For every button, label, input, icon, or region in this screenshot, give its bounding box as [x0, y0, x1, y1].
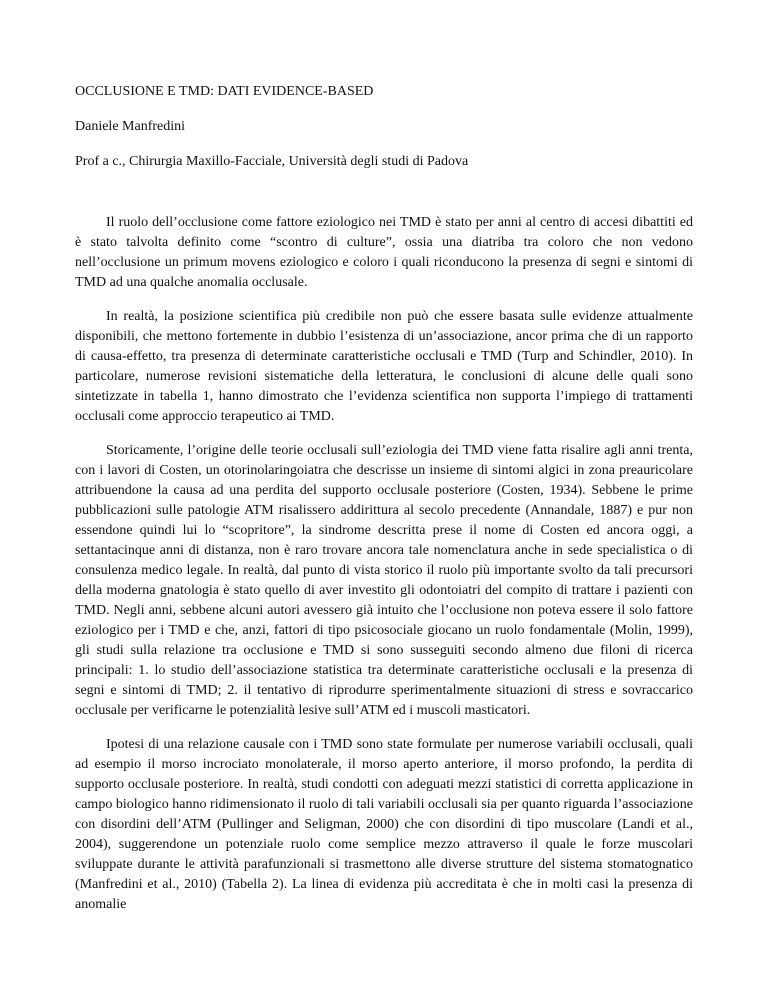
section-spacer: [75, 187, 693, 213]
body-paragraph-3: Storicamente, l’origine delle teorie occlusali sull’eziologia dei TMD viene fatta risalire agli anni trenta, con i lavori di Costen, un otorinolaringoiatra che descrisse un insieme di sintomi algici in zona preauricolare attribuendone la causa ad una perdita del supporto occlusale posteriore (Costen, 1934). Sebbene le prime pubblicazioni sulle patologie ATM risalissero addirittura al secolo precedente (Annandale, 1887) e pur non essendone quindi lui lo “scopritore”, la sindrome descritta prese il nome di Costen ed ancora oggi, a settantacinque anni di distanza, non è raro trovare ancora tale nomenclatura anche in sede specialistica o di consulenza medico legale. In realtà, dal punto di vista storico il ruolo più importante svolto da tali precursori della moderna gnatologia è stato quello di aver investito gli odontoiatri del compito di trattare i pazienti con TMD. Negli anni, sebbene alcuni autori avessero già intuito che l’occlusione non poteva essere il solo fattore eziologico per i TMD e che, anzi, fattori di tipo psicosociale giocano un ruolo fondamentale (Molin, 1999), gli studi sulla relazione tra occlusione e TMD si sono susseguiti secondo almeno due filoni di ricerca principali: 1. lo studio dell’associazione statistica tra determinate caratteristiche occlusali e la presenza di segni e sintomi di TMD; 2. il tentativo di riprodurre sperimentalmente situazioni di stress e sovraccarico occlusale per verificarne le potenzialità lesive sull’ATM ed i muscoli masticatori.: [75, 443, 693, 718]
body-paragraph-1: Il ruolo dell’occlusione come fattore eziologico nei TMD è stato per anni al centro di accesi dibattiti ed è stato talvolta definito come “scontro di culture”, ossia una diatriba tra coloro che non vedono nell’occlusione un primum movens eziologico e coloro i quali riconducono la presenza di segni e sintomi di TMD ad una qualche anomalia occlusale.: [75, 215, 693, 290]
author-name: Daniele Manfredini: [75, 119, 186, 134]
author-affiliation: Prof a c., Chirurgia Maxillo-Facciale, Università degli studi di Padova: [75, 154, 469, 169]
document-title: OCCLUSIONE E TMD: DATI EVIDENCE-BASED: [75, 84, 374, 99]
body-paragraph-4: Ipotesi di una relazione causale con i TMD sono state formulate per numerose variabili occlusali, quali ad esempio il morso incrociato monolaterale, il morso aperto anteriore, il morso profondo, la perdita di supporto occlusale posteriore. In realtà, studi condotti con adeguati mezzi statistici di corretta applicazione in campo biologico hanno ridimensionato il ruolo di tali variabili occlusali sia per quanto riguarda l’associazione con disordini dell’ATM (Pullinger and Seligman, 2000) che con disordini di tipo muscolare (Landi et al., 2004), suggerendone un potenziale ruolo come semplice mezzo attraverso il quale le forze muscolari sviluppate durante le attività parafunzionali si trasmettono alle diverse strutture del sistema stomatognatico (Manfredini et al., 2010) (Tabella 2). La linea di evidenza più accreditata è che in molti casi la presenza di anomalie: [75, 737, 693, 912]
document-page: [75, 82, 693, 929]
body-paragraph-2: In realtà, la posizione scientifica più credibile non può che essere basata sulle evidenze attualmente disponibili, che mettono fortemente in dubbio l’esistenza di un’associazione, ancor prima che di un rapporto di causa-effetto, tra presenza di determinate caratteristiche occlusali e TMD (Turp and Schindler, 2010). In particolare, numerose revisioni sistematiche della letteratura, le conclusioni di alcune delle quali sono sintetizzate in tabella 1, hanno dimostrato che l’evidenza scientifica non supporta l’impiego di trattamenti occlusali come approccio terapeutico ai TMD.: [75, 309, 693, 424]
